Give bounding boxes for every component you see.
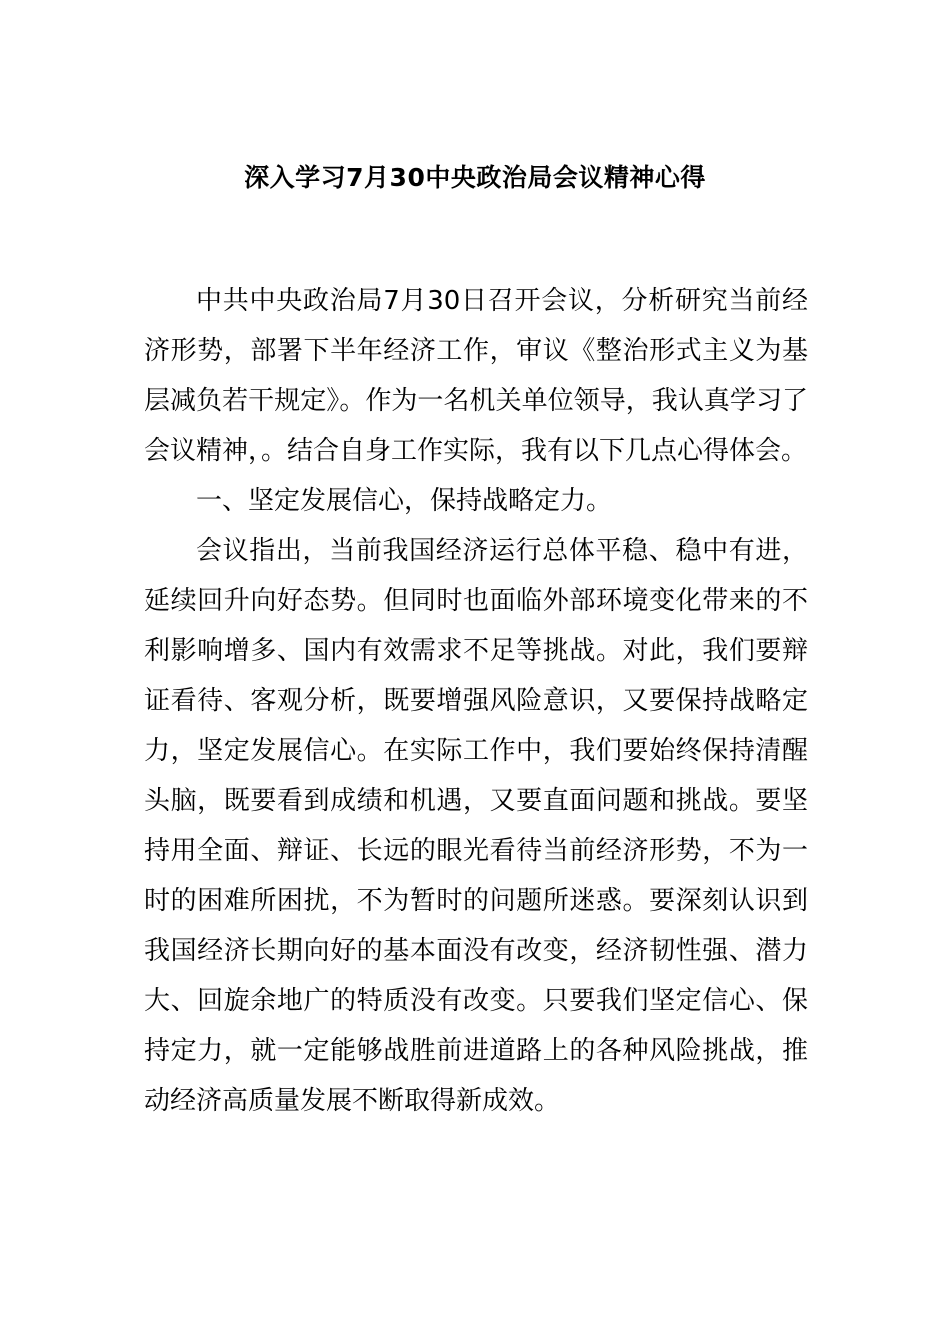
document-title: 深入学习7月30中央政治局会议精神心得: [244, 163, 706, 192]
paragraph-section-1: 会议指出，当前我国经济运行总体平稳、稳中有进，延续回升向好态势。但同时也面临外部环境变化带来的不利影响增多、国内有效需求不足等挑战。对此，我们要辩证看待、客观分析，既要增强风险意识，又要保持战略定力，坚定发展信心。在实际工作中，我们要始终保持清醒头脑，既要看到成绩和机遇，又要直面问题和挑战。要坚持用全面、辩证、长远的眼光看待当前经济形势，不为一时的困难所困扰，不为暂时的问题所迷惑。要深刻认识到我国经济长期向好的基本面没有改变，经济韧性强、潜力大、回旋余地广的特质没有改变。只要我们坚定信心、保持定力，就一定能够战胜前进道路上的各种风险挑战，推动经济高质量发展不断取得新成效。: [144, 536, 808, 1116]
paragraph-intro: 中共中央政治局7月30日召开会议，分析研究当前经济形势，部署下半年经济工作，审议《整治形式主义为基层减负若干规定》。作为一名机关单位领导，我认真学习了会议精神，。结合自身工作实际，我有以下几点心得体会。: [144, 286, 808, 466]
section-heading-1: 一、坚定发展信心，保持战略定力。: [196, 486, 613, 516]
document-body: [144, 276, 808, 1126]
